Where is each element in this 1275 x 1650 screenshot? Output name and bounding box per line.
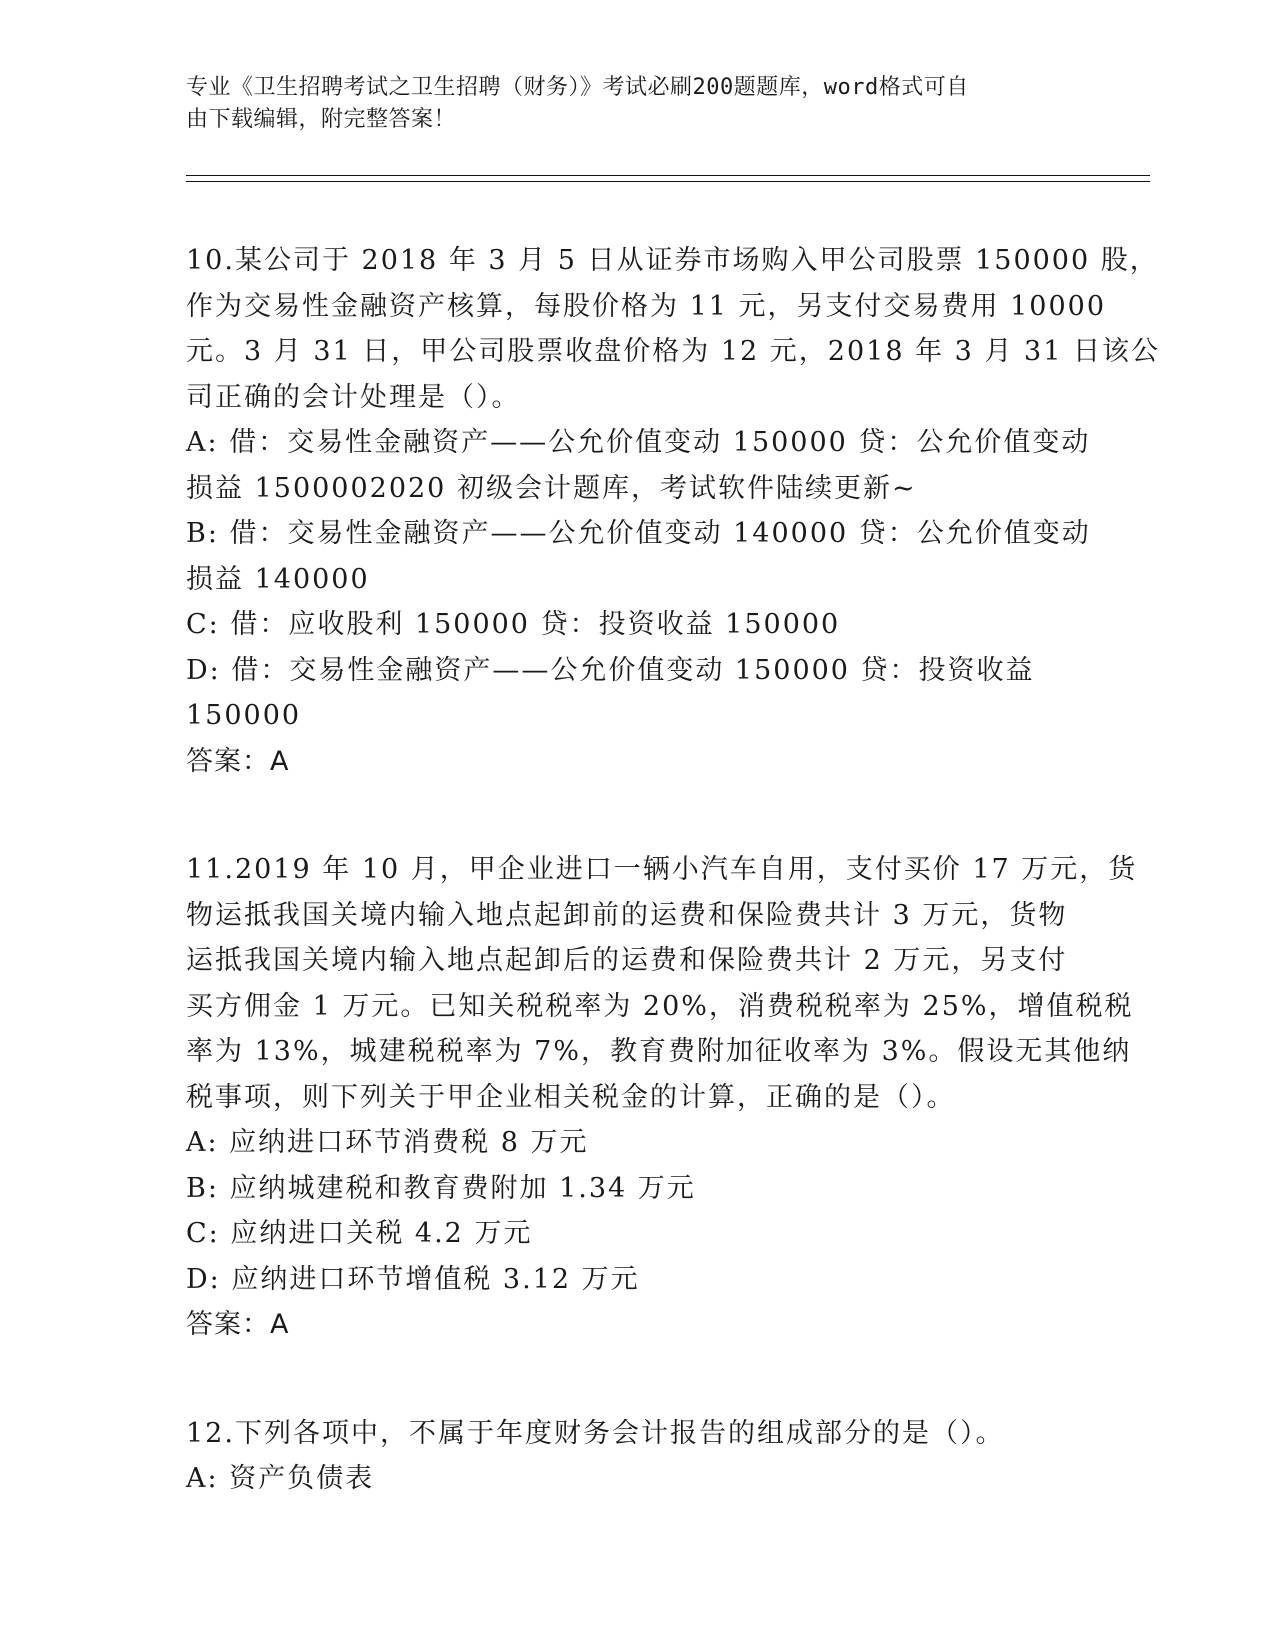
stem-line: 10.某公司于 2018 年 3 月 5 日从证券市场购入甲公司股票 150000 股， — [186, 245, 1159, 276]
document-header — [186, 72, 1086, 136]
option-c: C: 应纳进口关税 4.2 万元 — [186, 1218, 533, 1249]
stem-line: 运抵我国关境内输入地点起卸后的运费和保险费共计 2 万元，另支付 — [186, 945, 1068, 976]
option-b-continued: 损益 140000 — [186, 563, 370, 595]
question-list — [186, 238, 1160, 1502]
stem-line: 税事项，则下列关于甲企业相关税金的计算，正确的是（）。 — [186, 1081, 956, 1113]
question-stem — [186, 847, 1138, 1120]
option-d: D: 借：交易性金融资产——公允价值变动 150000 贷：投资收益 — [186, 654, 1035, 686]
stem-line: 司正确的会计处理是（）。 — [186, 381, 521, 413]
option-c: C: 借：应收股利 150000 贷：投资收益 150000 — [186, 609, 841, 640]
question-options — [186, 420, 1091, 739]
header-line: 专业《卫生招聘考试之卫生招聘（财务）》考试必刷200题题库，word格式可自 — [186, 75, 969, 100]
question-options — [186, 1456, 1086, 1502]
stem-line: 元。3 月 31 日，甲公司股票收盘价格为 12 元，2018 年 3 月 31 日该公 — [186, 336, 1160, 367]
question-stem — [186, 238, 1160, 420]
option-d-continued: 150000 — [186, 700, 302, 731]
stem-line: 作为交易性金融资产核算，每股价格为 11 元，另支付交易费用 10000 — [186, 290, 1106, 322]
stem-line: 12.下列各项中，不属于年度财务会计报告的组成部分的是（）。 — [186, 1417, 1005, 1449]
answer-label: 答案：A — [186, 745, 290, 777]
question-10 — [186, 238, 1160, 784]
option-a: A: 借：交易性金融资产——公允价值变动 150000 贷：公允价值变动 — [186, 427, 1091, 458]
option-d: D: 应纳进口环节增值税 3.12 万元 — [186, 1263, 640, 1295]
question-12 — [186, 1411, 1086, 1502]
header-line: 由下载编辑，附完整答案！ — [186, 107, 457, 132]
stem-line: 买方佣金 1 万元。已知关税税率为 20%，消费税税率为 25%，增值税税 — [186, 990, 1134, 1022]
spacer — [186, 784, 1086, 847]
question-11 — [186, 847, 1138, 1348]
option-a: A: 应纳进口环节消费税 8 万元 — [186, 1127, 589, 1158]
header-divider — [186, 181, 1150, 182]
question-stem — [186, 1411, 1086, 1457]
option-b: B: 应纳城建税和教育费附加 1.34 万元 — [186, 1172, 696, 1204]
header-divider — [186, 175, 1150, 176]
option-a-continued: 损益 1500002020 初级会计题库，考试软件陆续更新~ — [186, 472, 917, 504]
stem-line: 率为 13%，城建税税率为 7%，教育费附加征收率为 3%。假设无其他纳 — [186, 1036, 1132, 1067]
option-b: B: 借：交易性金融资产——公允价值变动 140000 贷：公允价值变动 — [186, 518, 1091, 549]
stem-line: 11.2019 年 10 月，甲企业进口一辆小汽车自用，支付买价 17 万元，货 — [186, 854, 1138, 885]
spacer — [186, 1348, 1086, 1411]
answer-label: 答案：A — [186, 1309, 290, 1340]
option-a: A: 资产负债表 — [186, 1463, 375, 1494]
stem-line: 物运抵我国关境内输入地点起卸前的运费和保险费共计 3 万元，货物 — [186, 899, 1068, 931]
question-options — [186, 1120, 1086, 1302]
